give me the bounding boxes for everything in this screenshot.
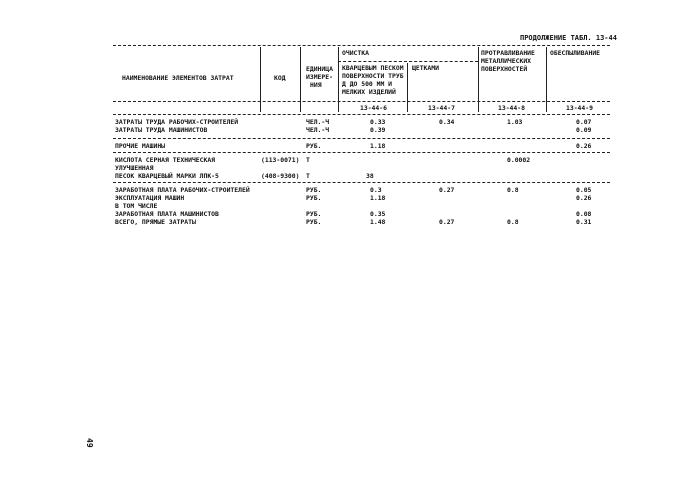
column-header-sand: ПОВЕРХНОСТИ ТРУБ xyxy=(342,72,404,80)
continuation-header: ПРОДОЛЖЕНИЕ ТАБЛ. 13-44 xyxy=(520,34,617,42)
row-value: 0.07 xyxy=(576,118,592,126)
column-header-brushes: ЩЕТКАМИ xyxy=(412,64,439,72)
column-header-etching: ПРОТРАВЛИВАНИЕ xyxy=(481,49,535,57)
row-unit: Т xyxy=(306,156,310,164)
row-unit: ЧЕЛ.-Ч xyxy=(306,118,330,126)
column-code: 13-44-8 xyxy=(498,104,525,112)
codes-rule xyxy=(113,101,610,102)
vline-unit-cleaning xyxy=(338,47,339,112)
row-value: 0.31 xyxy=(576,218,592,226)
column-header-name: НАИМЕНОВАНИЕ ЭЛЕМЕНТОВ ЗАТРАТ xyxy=(122,74,234,82)
row-unit: РУБ. xyxy=(306,218,322,226)
column-header-etching: ПОВЕРХНОСТЕЙ xyxy=(481,65,528,73)
column-header-sand: Д ДО 500 ММ И xyxy=(342,80,393,88)
column-header-sand: КВАРЦЕВЫМ ПЕСКОМ xyxy=(342,64,404,72)
row-unit: РУБ. xyxy=(306,210,322,218)
row-unit: РУБ. xyxy=(306,186,322,194)
row-value: 0.8 xyxy=(507,218,519,226)
row-value: 1.18 xyxy=(370,194,386,202)
row-value: 1.18 xyxy=(370,142,386,150)
row-name: УЛУЧШЕННАЯ xyxy=(115,164,154,172)
column-header-unit: ИЗМЕРЕ- xyxy=(306,73,333,81)
row-code: (113-0071) xyxy=(261,156,300,164)
row-value: 0.26 xyxy=(576,194,592,202)
row-value: 0.35 xyxy=(370,210,386,218)
row-name: ПЕСОК КВАРЦЕВЫЙ МАРКИ ЛПК-5 xyxy=(115,172,219,180)
vline-sand-brushes xyxy=(407,63,408,112)
row-value: 0.08 xyxy=(576,210,592,218)
row-value: 0.26 xyxy=(576,142,592,150)
row-name: ЗАТРАТЫ ТРУДА РАБОЧИХ-СТРОИТЕЛЕЙ xyxy=(115,118,239,126)
row-unit: РУБ. xyxy=(306,194,322,202)
table-top-rule xyxy=(113,45,610,46)
row-name: ЗАРАБОТНАЯ ПЛАТА РАБОЧИХ-СТРОИТЕЛЕЙ xyxy=(115,186,250,194)
row-value: 0.3 xyxy=(370,186,382,194)
row-value: 0.0002 xyxy=(507,156,531,164)
section-rule-1 xyxy=(113,138,610,139)
row-name: КИСЛОТА СЕРНАЯ ТЕХНИЧЕСКАЯ xyxy=(115,156,216,164)
row-name: ЗАРАБОТНАЯ ПЛАТА МАШИНИСТОВ xyxy=(115,210,219,218)
row-value: 0.8 xyxy=(507,186,519,194)
section-rule-3 xyxy=(113,182,610,183)
row-code: (408-9300) xyxy=(261,172,300,180)
column-header-degreasing: ОБЕСПЫЛИВАНИЕ xyxy=(550,49,601,57)
row-name: ЗАТРАТЫ ТРУДА МАШИНИСТОВ xyxy=(115,126,208,134)
section-rule-2 xyxy=(113,152,610,153)
row-name: ПРОЧИЕ МАШИНЫ xyxy=(115,142,166,150)
row-value: 0.27 xyxy=(439,186,455,194)
row-name: В ТОМ ЧИСЛЕ xyxy=(115,202,158,210)
column-code: 13-44-9 xyxy=(566,104,593,112)
vline-etching-degreasing xyxy=(546,47,547,112)
vline-code-unit xyxy=(300,47,301,112)
row-unit: РУБ. xyxy=(306,142,322,150)
column-code: 13-44-7 xyxy=(428,104,455,112)
cleaning-subheader-rule xyxy=(338,61,478,62)
row-value: 0.39 xyxy=(370,126,386,134)
row-value: 0.27 xyxy=(439,218,455,226)
column-header-cleaning: ОЧИСТКА xyxy=(342,49,369,57)
column-header-sand: МЕЛКИХ ИЗДЕЛИЙ xyxy=(342,88,396,96)
row-name: ВСЕГО, ПРЯМЫЕ ЗАТРАТЫ xyxy=(115,218,196,226)
row-value: 0.34 xyxy=(439,118,455,126)
header-bottom-rule xyxy=(113,114,610,115)
row-value: 1.03 xyxy=(507,118,523,126)
column-code: 13-44-6 xyxy=(360,104,387,112)
row-value: 0.33 xyxy=(370,118,386,126)
column-header-etching: МЕТАЛЛИЧЕСКИХ xyxy=(481,57,532,65)
row-unit: ЧЕЛ.-Ч xyxy=(306,126,330,134)
vline-cleaning-etching xyxy=(478,47,479,112)
row-value: 0.09 xyxy=(576,126,592,134)
row-value: 1.48 xyxy=(370,218,386,226)
column-header-code: КОД xyxy=(274,74,286,82)
row-name: ЭКСПЛУАТАЦИЯ МАШИН xyxy=(115,194,185,202)
row-value: 38 xyxy=(366,172,374,180)
page-number: 49 xyxy=(85,438,94,448)
row-unit: Т xyxy=(306,172,310,180)
column-header-unit: ЕДИНИЦА xyxy=(306,65,333,73)
vline-name-code xyxy=(260,47,261,112)
row-value: 0.05 xyxy=(576,186,592,194)
column-header-unit: НИЯ xyxy=(310,81,322,89)
